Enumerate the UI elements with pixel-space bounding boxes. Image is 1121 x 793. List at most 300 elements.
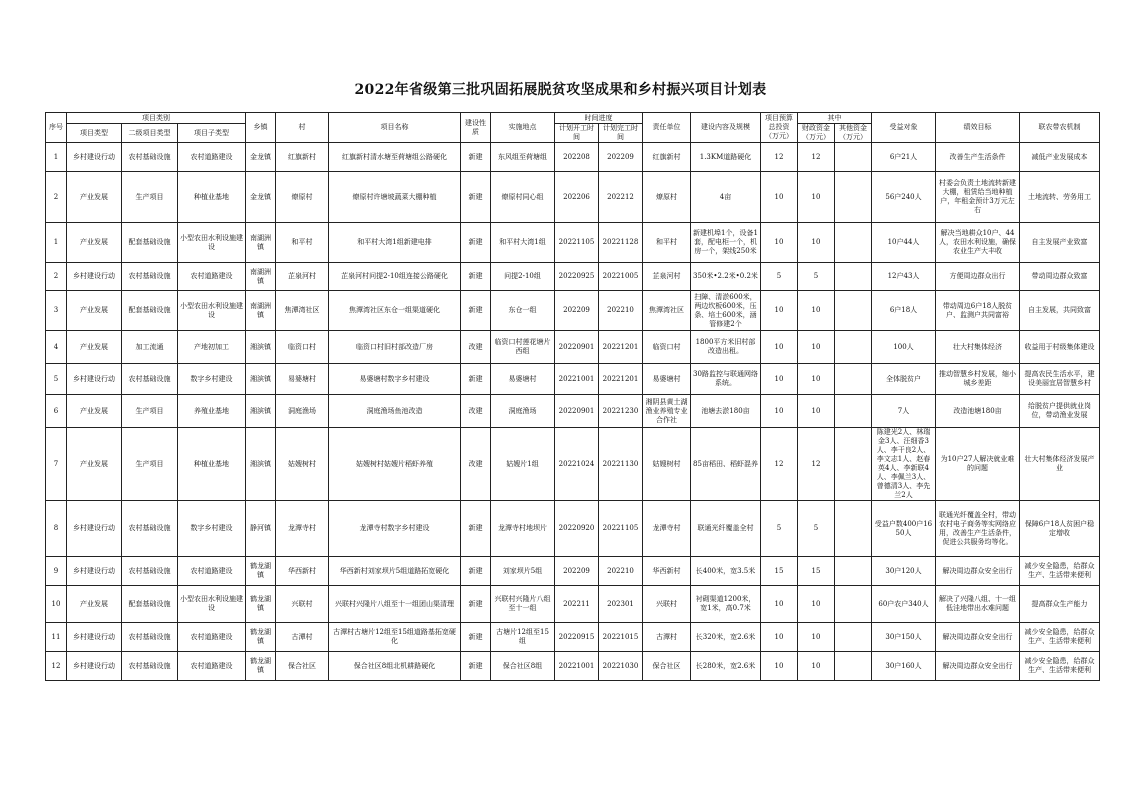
cell-seq: 12 (46, 652, 67, 681)
cell-fiscal-fund: 10 (798, 172, 835, 223)
cell-village: 龙潭寺村 (276, 501, 329, 557)
cell-budget: 15 (761, 557, 798, 586)
cell-subtype: 农村道路建设 (178, 557, 246, 586)
header-category: 项目类别 (67, 113, 246, 124)
cell-responsible-unit: 兴联村 (643, 586, 691, 623)
cell-fiscal-fund: 12 (798, 428, 835, 501)
cell-beneficiary: 7人 (872, 395, 936, 428)
cell-responsible-unit: 临资口村 (643, 331, 691, 364)
cell-project-name: 燎原村许塘坡蔬菜大棚种植 (329, 172, 461, 223)
cell-other-fund (835, 331, 872, 364)
cell-subtype: 农村道路建设 (178, 652, 246, 681)
cell-secondary-type: 加工流通 (122, 331, 178, 364)
cell-end-date: 20221230 (599, 395, 643, 428)
cell-village: 焦潭湾社区 (276, 291, 329, 331)
cell-mechanism: 自主发展产业致富 (1020, 223, 1100, 263)
cell-town: 南湖洲镇 (246, 263, 276, 291)
cell-project-name: 焦潭湾社区东仓一组渠道硬化 (329, 291, 461, 331)
cell-other-fund (835, 143, 872, 172)
cell-town: 鹤龙湖镇 (246, 623, 276, 652)
cell-mechanism: 提高农民生活水平，建设美丽宜居智慧乡村 (1020, 364, 1100, 395)
cell-goal: 解决周边群众安全出行 (936, 557, 1020, 586)
cell-goal: 带动周边6户18人脱贫户、监测户共同富裕 (936, 291, 1020, 331)
cell-project-name: 芷泉河村问提2-10组连接公路硬化 (329, 263, 461, 291)
cell-nature: 新建 (461, 223, 491, 263)
cell-other-fund (835, 428, 872, 501)
cell-project-name: 姑嫂树村姑嫂片稻虾养殖 (329, 428, 461, 501)
cell-location: 和平村大湾1组 (491, 223, 555, 263)
header-name: 项目名称 (329, 113, 461, 143)
cell-mechanism: 保障6户18人贫困户稳定增收 (1020, 501, 1100, 557)
cell-responsible-unit: 焦潭湾社区 (643, 291, 691, 331)
cell-fiscal-fund: 15 (798, 557, 835, 586)
cell-responsible-unit: 古潭村 (643, 623, 691, 652)
cell-end-date: 202210 (599, 557, 643, 586)
cell-beneficiary: 30户120人 (872, 557, 936, 586)
cell-secondary-type: 配套基础设施 (122, 586, 178, 623)
cell-budget: 5 (761, 501, 798, 557)
table-row (46, 652, 1100, 681)
cell-project-type: 产业发展 (67, 291, 122, 331)
cell-content: 长400米，宽3.5米 (691, 557, 761, 586)
cell-location: 保合社区8组 (491, 652, 555, 681)
cell-subtype: 种植业基地 (178, 172, 246, 223)
header-goal: 绩效目标 (936, 113, 1020, 143)
cell-budget: 10 (761, 586, 798, 623)
cell-other-fund (835, 291, 872, 331)
cell-start-date: 20220920 (555, 501, 599, 557)
cell-mechanism: 自主发展，共同致富 (1020, 291, 1100, 331)
cell-nature: 新建 (461, 557, 491, 586)
cell-location: 刘家坝片5组 (491, 557, 555, 586)
cell-budget: 10 (761, 364, 798, 395)
cell-content: 350米•2.2米•0.2米 (691, 263, 761, 291)
cell-project-type: 乡村建设行动 (67, 263, 122, 291)
cell-subtype: 产地初加工 (178, 331, 246, 364)
cell-town: 金龙镇 (246, 172, 276, 223)
cell-secondary-type: 生产项目 (122, 172, 178, 223)
cell-secondary-type: 农村基础设施 (122, 501, 178, 557)
cell-fiscal-fund: 10 (798, 623, 835, 652)
cell-mechanism: 土地流转、劳务用工 (1020, 172, 1100, 223)
cell-secondary-type: 农村基础设施 (122, 364, 178, 395)
header-budget: 项目预算总投资（万元） (761, 113, 798, 143)
cell-seq: 11 (46, 623, 67, 652)
cell-beneficiary: 12户43人 (872, 263, 936, 291)
cell-project-type: 乡村建设行动 (67, 652, 122, 681)
cell-location: 易婆塘村 (491, 364, 555, 395)
cell-content: 长280米，宽2.6米 (691, 652, 761, 681)
cell-budget: 12 (761, 428, 798, 501)
cell-village: 红旗新村 (276, 143, 329, 172)
cell-mechanism: 减少安全隐患，给群众生产、生活带来便利 (1020, 623, 1100, 652)
cell-goal: 为10户27人解决就业难的问题 (936, 428, 1020, 501)
header-among: 其中 (798, 113, 872, 124)
cell-other-fund (835, 623, 872, 652)
table-row (46, 395, 1100, 428)
table-row (46, 557, 1100, 586)
cell-content: 85亩稻田、稻虾混养 (691, 428, 761, 501)
header-cat2: 二级项目类型 (122, 124, 178, 143)
cell-end-date: 202212 (599, 172, 643, 223)
cell-project-name: 龙潭寺村数字乡村建设 (329, 501, 461, 557)
cell-responsible-unit: 易婆塘村 (643, 364, 691, 395)
cell-village: 临资口村 (276, 331, 329, 364)
cell-village: 易婆塘村 (276, 364, 329, 395)
cell-project-type: 产业发展 (67, 395, 122, 428)
cell-responsible-unit: 湘阴县黄土湖渔业养殖专业合作社 (643, 395, 691, 428)
cell-secondary-type: 配套基础设施 (122, 291, 178, 331)
cell-other-fund (835, 586, 872, 623)
cell-village: 洞庭渔场 (276, 395, 329, 428)
table-row (46, 501, 1100, 557)
cell-seq: 5 (46, 364, 67, 395)
cell-project-name: 洞庭渔场鱼池改造 (329, 395, 461, 428)
cell-goal: 改善生产生活条件 (936, 143, 1020, 172)
cell-end-date: 20221105 (599, 501, 643, 557)
cell-end-date: 20221201 (599, 331, 643, 364)
cell-village: 古潭村 (276, 623, 329, 652)
cell-goal: 解决周边群众安全出行 (936, 652, 1020, 681)
cell-responsible-unit: 芷泉河村 (643, 263, 691, 291)
cell-village: 燎原村 (276, 172, 329, 223)
cell-village: 保合社区 (276, 652, 329, 681)
cell-start-date: 20221001 (555, 364, 599, 395)
header-mechanism: 联农带农机制 (1020, 113, 1100, 143)
cell-subtype: 种植业基地 (178, 428, 246, 501)
cell-location: 问提2-10组 (491, 263, 555, 291)
cell-project-type: 产业发展 (67, 586, 122, 623)
cell-beneficiary: 60户农户340人 (872, 586, 936, 623)
cell-beneficiary: 100人 (872, 331, 936, 364)
cell-budget: 10 (761, 395, 798, 428)
cell-project-name: 古潭村古塘片12组至15组道路基拓宽硬化 (329, 623, 461, 652)
cell-nature: 改建 (461, 428, 491, 501)
cell-nature: 改建 (461, 395, 491, 428)
table-header (46, 113, 1100, 143)
table-row (46, 586, 1100, 623)
cell-goal: 解决了兴隆八组、十一组低洼地带出水难问题 (936, 586, 1020, 623)
cell-content: 1.3KM道路硬化 (691, 143, 761, 172)
cell-fiscal-fund: 10 (798, 652, 835, 681)
cell-fiscal-fund: 10 (798, 364, 835, 395)
table-row (46, 143, 1100, 172)
cell-beneficiary: 56户240人 (872, 172, 936, 223)
cell-location: 兴联村兴隆片八组至十一组 (491, 586, 555, 623)
cell-beneficiary: 30户160人 (872, 652, 936, 681)
cell-other-fund (835, 652, 872, 681)
cell-nature: 新建 (461, 586, 491, 623)
table-row (46, 623, 1100, 652)
cell-village: 和平村 (276, 223, 329, 263)
cell-secondary-type: 农村基础设施 (122, 557, 178, 586)
cell-seq: 8 (46, 501, 67, 557)
cell-end-date: 20221130 (599, 428, 643, 501)
cell-other-fund (835, 364, 872, 395)
cell-content: 1800平方米旧村部改造出租。 (691, 331, 761, 364)
cell-beneficiary: 6户21人 (872, 143, 936, 172)
cell-goal: 方便周边群众出行 (936, 263, 1020, 291)
header-cat1: 项目类型 (67, 124, 122, 143)
cell-project-name: 兴联村兴隆片八组至十一组团山渠清理 (329, 586, 461, 623)
cell-budget: 12 (761, 143, 798, 172)
cell-location: 洞庭渔场 (491, 395, 555, 428)
cell-subtype: 农村道路建设 (178, 143, 246, 172)
header-end: 计划完工时间 (599, 124, 643, 143)
cell-secondary-type: 农村基础设施 (122, 143, 178, 172)
header-seq: 序号 (46, 113, 67, 143)
cell-fiscal-fund: 10 (798, 586, 835, 623)
cell-nature: 新建 (461, 623, 491, 652)
cell-project-name: 华西新村刘家坝片5组道路拓宽硬化 (329, 557, 461, 586)
cell-mechanism: 给脱贫户提供就业岗位，带动渔业发展 (1020, 395, 1100, 428)
header-town: 乡镇 (246, 113, 276, 143)
cell-nature: 新建 (461, 291, 491, 331)
cell-start-date: 20221024 (555, 428, 599, 501)
cell-start-date: 20221105 (555, 223, 599, 263)
cell-town: 金龙镇 (246, 143, 276, 172)
cell-mechanism: 收益用于村级集体建设 (1020, 331, 1100, 364)
cell-budget: 10 (761, 623, 798, 652)
cell-village: 兴联村 (276, 586, 329, 623)
cell-beneficiary: 全体脱贫户 (872, 364, 936, 395)
cell-project-type: 乡村建设行动 (67, 557, 122, 586)
cell-seq: 7 (46, 428, 67, 501)
cell-project-name: 保合社区8组北机耕路硬化 (329, 652, 461, 681)
cell-start-date: 202206 (555, 172, 599, 223)
cell-content: 衬砌渠道1200米，宽1米，高0.7米 (691, 586, 761, 623)
cell-beneficiary: 10户44人 (872, 223, 936, 263)
cell-content: 池塘去淤180亩 (691, 395, 761, 428)
cell-budget: 5 (761, 263, 798, 291)
cell-project-type: 产业发展 (67, 223, 122, 263)
header-unit: 责任单位 (643, 113, 691, 143)
cell-goal: 联通光纤覆盖全村，带动农村电子商务等实网络应用，改善生产生活条件，促进公共服务均等化。 (936, 501, 1020, 557)
cell-other-fund (835, 501, 872, 557)
cell-project-name: 和平村大湾1组新建电排 (329, 223, 461, 263)
cell-location: 龙潭寺村地坝片 (491, 501, 555, 557)
cell-start-date: 20220925 (555, 263, 599, 291)
cell-end-date: 202209 (599, 143, 643, 172)
cell-seq: 2 (46, 263, 67, 291)
cell-project-type: 乡村建设行动 (67, 623, 122, 652)
cell-seq: 9 (46, 557, 67, 586)
cell-nature: 新建 (461, 172, 491, 223)
cell-project-type: 乡村建设行动 (67, 501, 122, 557)
cell-secondary-type: 农村基础设施 (122, 652, 178, 681)
cell-secondary-type: 农村基础设施 (122, 623, 178, 652)
cell-village: 华西新村 (276, 557, 329, 586)
table-row (46, 364, 1100, 395)
cell-other-fund (835, 395, 872, 428)
cell-start-date: 202208 (555, 143, 599, 172)
cell-location: 燎原村同心组 (491, 172, 555, 223)
cell-goal: 解决周边群众安全出行 (936, 623, 1020, 652)
cell-subtype: 农村道路建设 (178, 263, 246, 291)
cell-fiscal-fund: 10 (798, 395, 835, 428)
cell-start-date: 20220915 (555, 623, 599, 652)
cell-subtype: 养殖业基地 (178, 395, 246, 428)
project-plan-table (45, 112, 1100, 681)
cell-budget: 10 (761, 652, 798, 681)
cell-village: 芷泉河村 (276, 263, 329, 291)
cell-seq: 2 (46, 172, 67, 223)
cell-fiscal-fund: 5 (798, 263, 835, 291)
cell-village: 姑嫂树村 (276, 428, 329, 501)
table-row (46, 172, 1100, 223)
cell-nature: 新建 (461, 501, 491, 557)
cell-nature: 新建 (461, 143, 491, 172)
cell-subtype: 小型农田水利设施建设 (178, 586, 246, 623)
header-beneficiary: 受益对象 (872, 113, 936, 143)
cell-subtype: 农村道路建设 (178, 623, 246, 652)
cell-nature: 改建 (461, 331, 491, 364)
cell-budget: 10 (761, 172, 798, 223)
cell-subtype: 数字乡村建设 (178, 501, 246, 557)
cell-project-type: 产业发展 (67, 331, 122, 364)
cell-secondary-type: 生产项目 (122, 395, 178, 428)
cell-nature: 新建 (461, 263, 491, 291)
cell-start-date: 202211 (555, 586, 599, 623)
cell-town: 湘滨镇 (246, 364, 276, 395)
cell-other-fund (835, 223, 872, 263)
cell-start-date: 20221001 (555, 652, 599, 681)
cell-mechanism: 减少安全隐患，给群众生产、生活带来便利 (1020, 557, 1100, 586)
cell-budget: 10 (761, 331, 798, 364)
cell-responsible-unit: 红旗新村 (643, 143, 691, 172)
cell-goal: 改造池塘180亩 (936, 395, 1020, 428)
cell-project-name: 易婆塘村数字乡村建设 (329, 364, 461, 395)
cell-responsible-unit: 龙潭寺村 (643, 501, 691, 557)
cell-fiscal-fund: 12 (798, 143, 835, 172)
cell-end-date: 20221005 (599, 263, 643, 291)
cell-content: 4亩 (691, 172, 761, 223)
cell-location: 东仓一组 (491, 291, 555, 331)
cell-mechanism: 带动周边群众致富 (1020, 263, 1100, 291)
cell-town: 湘滨镇 (246, 331, 276, 364)
cell-other-fund (835, 263, 872, 291)
cell-responsible-unit: 保合社区 (643, 652, 691, 681)
header-village: 村 (276, 113, 329, 143)
header-nature: 建设性质 (461, 113, 491, 143)
cell-content: 新建机埠1个，设备1套，配电柜一个，机房一个，架线250米 (691, 223, 761, 263)
cell-town: 鹤龙湖镇 (246, 586, 276, 623)
cell-town: 南湖洲镇 (246, 291, 276, 331)
page-title: 2022年省级第三批巩固拓展脱贫攻坚成果和乡村振兴项目计划表 (354, 82, 767, 98)
table-row (46, 331, 1100, 364)
cell-seq: 10 (46, 586, 67, 623)
cell-other-fund (835, 557, 872, 586)
cell-end-date: 20221128 (599, 223, 643, 263)
cell-mechanism: 减低产业发展成本 (1020, 143, 1100, 172)
table-row (46, 223, 1100, 263)
cell-end-date: 20221030 (599, 652, 643, 681)
cell-fiscal-fund: 5 (798, 501, 835, 557)
cell-seq: 1 (46, 223, 67, 263)
cell-fiscal-fund: 10 (798, 223, 835, 263)
cell-seq: 4 (46, 331, 67, 364)
cell-responsible-unit: 姑嫂树村 (643, 428, 691, 501)
cell-project-type: 产业发展 (67, 428, 122, 501)
cell-end-date: 20221015 (599, 623, 643, 652)
cell-subtype: 小型农田水利设施建设 (178, 291, 246, 331)
cell-goal: 解决当地耕众10户、44人，农田水利设施，确保农业生产大丰收 (936, 223, 1020, 263)
cell-start-date: 202209 (555, 291, 599, 331)
cell-content: 长320米，宽2.6米 (691, 623, 761, 652)
header-schedule: 时间进度 (555, 113, 643, 124)
cell-project-type: 乡村建设行动 (67, 364, 122, 395)
table-row (46, 263, 1100, 291)
cell-location: 临资口村莲花塘片西组 (491, 331, 555, 364)
cell-beneficiary: 受益户数400户1650人 (872, 501, 936, 557)
cell-secondary-type: 农村基础设施 (122, 263, 178, 291)
cell-seq: 6 (46, 395, 67, 428)
cell-responsible-unit: 华西新村 (643, 557, 691, 586)
table-row (46, 428, 1100, 501)
cell-nature: 新建 (461, 652, 491, 681)
cell-goal: 壮大村集体经济 (936, 331, 1020, 364)
header-content: 建设内容及规模 (691, 113, 761, 143)
cell-nature: 新建 (461, 364, 491, 395)
cell-content: 扫障、清淤600米，两边坎板600米，压条、培土600米，涵管修建2个 (691, 291, 761, 331)
cell-beneficiary: 6户18人 (872, 291, 936, 331)
cell-mechanism: 壮大村集体经济发展产业 (1020, 428, 1100, 501)
header-fiscal: 财政资金（万元） (798, 124, 835, 143)
cell-town: 鹤龙湖镇 (246, 652, 276, 681)
header-location: 实施地点 (491, 113, 555, 143)
cell-town: 鹤龙湖镇 (246, 557, 276, 586)
cell-project-name: 临资口村旧村部改造厂房 (329, 331, 461, 364)
cell-project-type: 乡村建设行动 (67, 143, 122, 172)
cell-location: 姑嫂片1组 (491, 428, 555, 501)
cell-responsible-unit: 燎原村 (643, 172, 691, 223)
cell-mechanism: 提高群众生产能力 (1020, 586, 1100, 623)
cell-end-date: 20221201 (599, 364, 643, 395)
cell-goal: 村委会负责土地流转新建大棚，租赁给当地种植户，年租金预计3万元左右 (936, 172, 1020, 223)
table-row (46, 291, 1100, 331)
cell-content: 联通光纤覆盖全村 (691, 501, 761, 557)
cell-beneficiary: 陈建光2人、林瑞金3人、汪细香3人、李干良2人、李文志1人、赵春英4人、李新联4人、李佩兰3人、曾德清3人、李先兰2人 (872, 428, 936, 501)
cell-location: 古塘片12组至15组 (491, 623, 555, 652)
cell-town: 南湖洲镇 (246, 223, 276, 263)
cell-fiscal-fund: 10 (798, 291, 835, 331)
cell-end-date: 202210 (599, 291, 643, 331)
cell-location: 东风组至荷塘组 (491, 143, 555, 172)
cell-mechanism: 减少安全隐患，给群众生产、生活带来便利 (1020, 652, 1100, 681)
cell-budget: 10 (761, 223, 798, 263)
cell-town: 湘滨镇 (246, 428, 276, 501)
cell-responsible-unit: 和平村 (643, 223, 691, 263)
cell-start-date: 20220901 (555, 331, 599, 364)
cell-beneficiary: 30户150人 (872, 623, 936, 652)
cell-project-type: 产业发展 (67, 172, 122, 223)
cell-end-date: 202301 (599, 586, 643, 623)
header-cat3: 项目子类型 (178, 124, 246, 143)
cell-goal: 推动智慧乡村发展，缩小城乡差距 (936, 364, 1020, 395)
cell-subtype: 小型农田水利设施建设 (178, 223, 246, 263)
cell-project-name: 红旗新村清水塘至荷塘组公路硬化 (329, 143, 461, 172)
cell-fiscal-fund: 10 (798, 331, 835, 364)
cell-budget: 10 (761, 291, 798, 331)
cell-subtype: 数字乡村建设 (178, 364, 246, 395)
cell-seq: 1 (46, 143, 67, 172)
cell-start-date: 202209 (555, 557, 599, 586)
table-body (46, 143, 1100, 681)
cell-secondary-type: 配套基础设施 (122, 223, 178, 263)
cell-other-fund (835, 172, 872, 223)
cell-secondary-type: 生产项目 (122, 428, 178, 501)
cell-start-date: 20220901 (555, 395, 599, 428)
